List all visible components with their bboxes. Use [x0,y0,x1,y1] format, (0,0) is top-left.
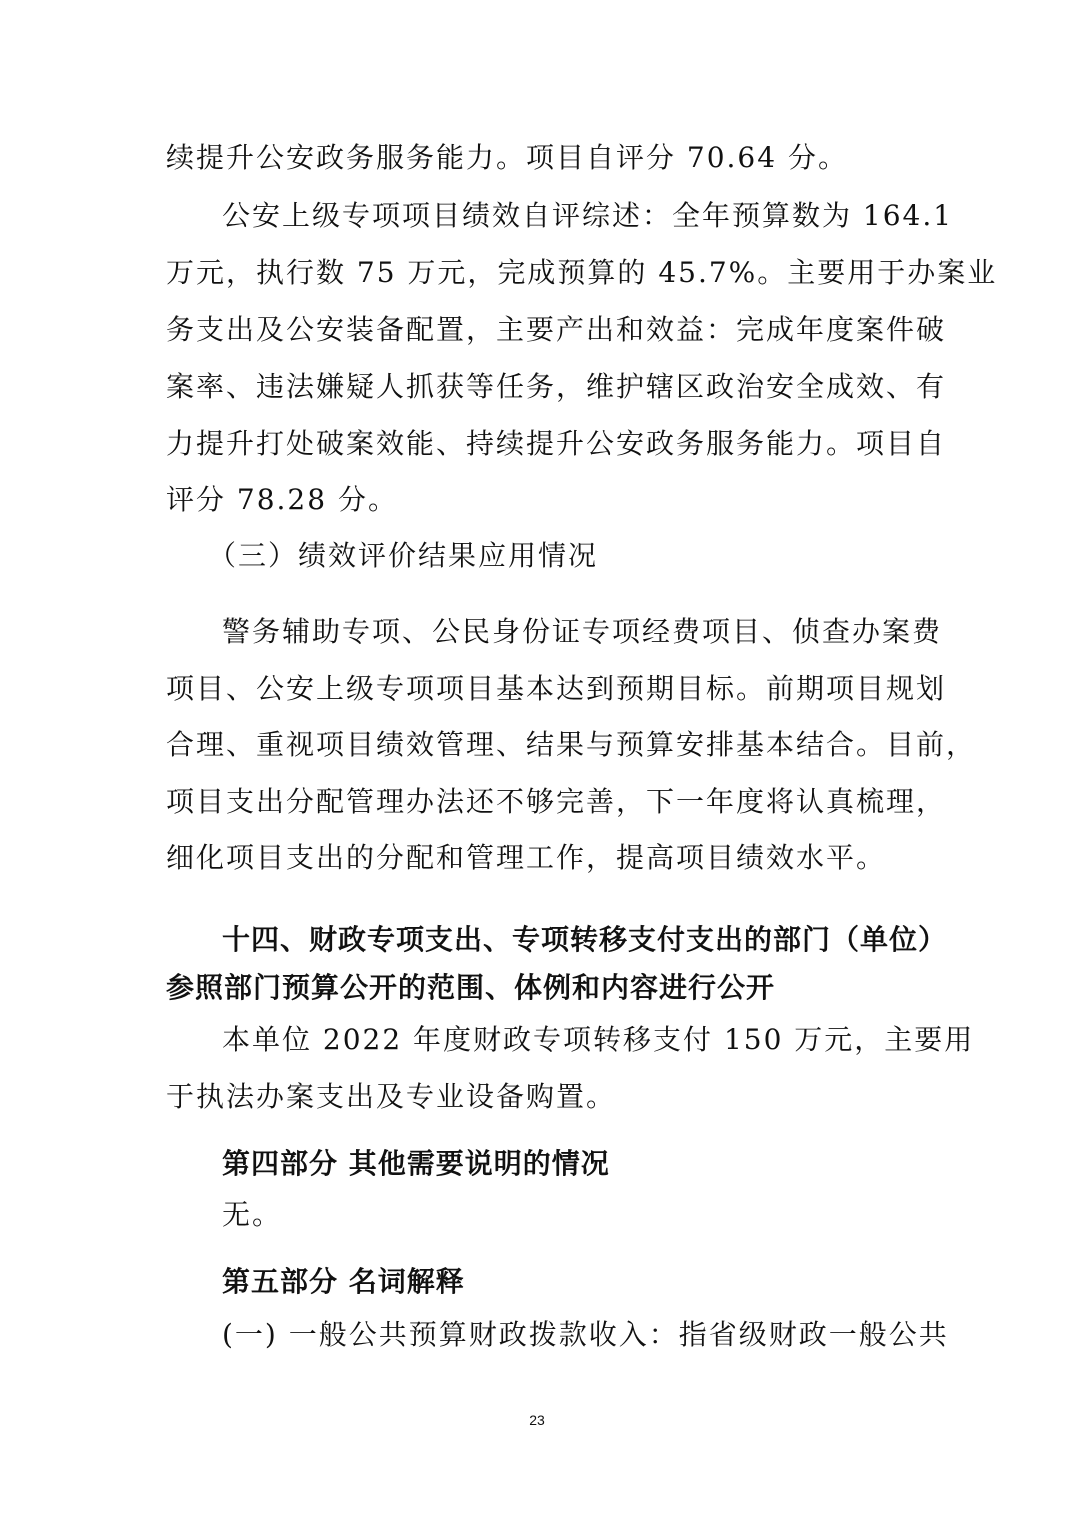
section-heading: 十四、财政专项支出、专项转移支付支出的部门（单位） [222,923,948,956]
part-heading: 第五部分 名词解释 [222,1265,465,1298]
paragraph-line: 务支出及公安装备配置，主要产出和效益：完成年度案件破 [166,313,947,346]
paragraph-line: 项目、公安上级专项项目基本达到预期目标。前期项目规划 [166,672,947,705]
paragraph-line: 万元，执行数 75 万元，完成预算的 45.7%。主要用于办案业 [166,256,998,289]
paragraph-line: 本单位 2022 年度财政专项转移支付 150 万元，主要用 [222,1023,975,1056]
paragraph-line: 案率、违法嫌疑人抓获等任务，维护辖区政治安全成效、有 [166,370,947,403]
paragraph-line: 于执法办案支出及专业设备购置。 [166,1080,617,1113]
paragraph-line: 续提升公安政务服务能力。项目自评分 70.64 分。 [166,141,848,174]
part-heading: 第四部分 其他需要说明的情况 [222,1147,610,1180]
paragraph-line: 力提升打处破案效能、持续提升公安政务服务能力。项目自 [166,427,947,460]
paragraph-line: (一) 一般公共预算财政拨款收入：指省级财政一般公共 [222,1318,949,1351]
paragraph-line: 合理、重视项目绩效管理、结果与预算安排基本结合。目前， [166,728,977,761]
paragraph-line: 细化项目支出的分配和管理工作，提高项目绩效水平。 [166,841,887,874]
paragraph-line: 项目支出分配管理办法还不够完善，下一年度将认真梳理， [166,785,947,818]
paragraph-line: 公安上级专项项目绩效自评综述：全年预算数为 164.1 [222,199,954,232]
section-heading: 参照部门预算公开的范围、体例和内容进行公开 [166,971,776,1004]
paragraph-line: 警务辅助专项、公民身份证专项经费项目、侦查办案费 [222,615,943,648]
paragraph-line: 评分 78.28 分。 [166,483,398,516]
paragraph-line: 无。 [222,1198,283,1231]
page-number: 23 [529,1412,545,1428]
section-subheading: （三）绩效评价结果应用情况 [208,539,599,572]
